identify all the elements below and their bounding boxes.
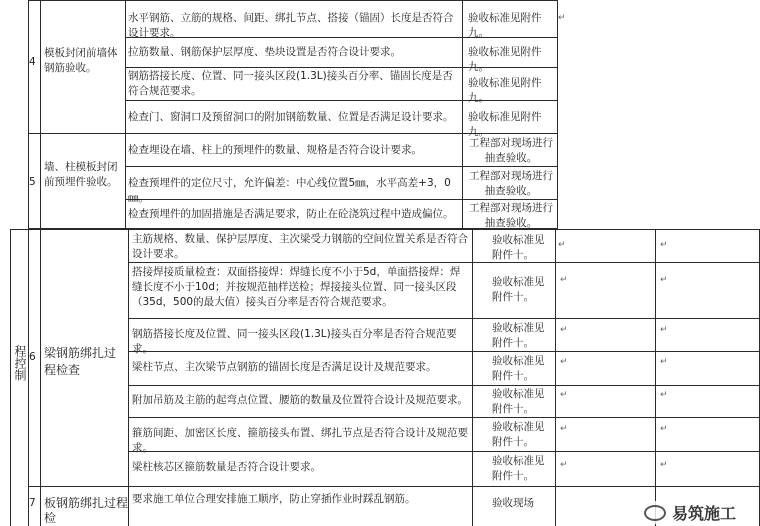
- check-text: 检查预埋件的定位尺寸，允许偏差：中心线位置5㎜，水平高差+3，0㎜。: [128, 177, 451, 204]
- return-mark-icon: ↵: [560, 460, 568, 470]
- return-mark-icon: ↵: [660, 275, 668, 285]
- standard-text: 验收标准见附件十。: [492, 388, 545, 415]
- row-number: 7: [29, 497, 36, 509]
- standard-text: 验收标准见附件九。: [468, 12, 542, 39]
- return-mark-icon: ↵: [560, 424, 568, 434]
- return-mark-icon: ↵: [660, 424, 668, 434]
- row-item: 墙、柱模板封闭前预埋件验收。: [44, 161, 118, 188]
- return-mark-icon: ↵: [560, 390, 568, 400]
- return-mark-icon: ↵: [660, 240, 668, 250]
- row-item: 模板封闭前墙体钢筋验收。: [44, 47, 118, 74]
- watermark-text: 易筑施工: [671, 504, 736, 523]
- standard-text: 验收标准见附件十。: [492, 276, 545, 303]
- check-text: 附加吊筋及主筋的起弯点位置、腰筋的数量及位置符合设计及规范要求。: [132, 394, 468, 406]
- return-mark-icon: ↵: [558, 13, 566, 23]
- watermark: [640, 501, 740, 524]
- standard-text: 验收标准见附件十。: [492, 322, 545, 349]
- row-number: 4: [29, 56, 36, 68]
- check-text: 钢筋搭接长度及位置、同一接头区段(1.3L)接头百分率是否符合规范要求。: [132, 328, 457, 355]
- check-text: 要求施工单位合理安排施工顺序，防止穿插作业时踩乱钢筋。: [132, 493, 416, 505]
- row-item: 梁钢筋绑扎过程检查: [44, 346, 117, 377]
- check-text: 水平钢筋、立筋的规格、间距、绑扎节点、搭接（锚固）长度是否符合设计要求。: [128, 12, 454, 39]
- row-number: 5: [29, 176, 36, 188]
- standard-text: 验收标准见附件十。: [492, 421, 545, 448]
- return-mark-icon: ↵: [558, 240, 566, 250]
- check-text: 检查门、窗洞口及预留洞口的附加钢筋数量、位置是否满足设计要求。: [128, 111, 454, 123]
- standard-text: 验收标准见附件十。: [492, 355, 545, 382]
- check-text: 检查埋设在墙、柱上的预埋件的数量、规格是否符合设计要求。: [128, 144, 422, 156]
- check-text: 搭接焊接质量检查：双面搭接焊：焊缝长度不小于5d，单面搭接焊：焊缝长度不小于10d；并按规范抽样送检；焊接接头位置、同一接头区段（35d，500的最大值）接头百分率是否符合规范要求。: [132, 266, 461, 308]
- standard-text: 工程部对现场进行抽查验收。: [469, 202, 553, 229]
- return-mark-icon: ↵: [660, 390, 668, 400]
- check-text: 检查预埋件的加固措施是否满足要求，防止在砼浇筑过程中造成偏位。: [128, 208, 454, 220]
- return-mark-icon: ↵: [660, 325, 668, 335]
- standard-text: 验收标准见附件九。: [468, 111, 542, 138]
- standard-text: 工程部对现场进行抽查验收。: [469, 170, 553, 197]
- standard-text: 验收标准见附件十。: [492, 234, 545, 261]
- return-mark-icon: ↵: [560, 275, 568, 285]
- check-text: 拉筋数量、钢筋保护层厚度、垫块设置是否符合设计要求。: [128, 46, 401, 58]
- check-text: 梁柱核芯区箍筋数量是否符合设计要求。: [132, 461, 321, 473]
- check-text: 梁柱节点、主次梁节点钢筋的锚固长度是否满足设计及规范要求。: [132, 361, 437, 373]
- standard-text: 验收标准见附件九。: [468, 77, 542, 104]
- return-mark-icon: ↵: [560, 325, 568, 335]
- check-text: 箍筋间距、加密区长度、箍筋接头布置、绑扎节点是否符合设计及规范要求。: [132, 427, 468, 454]
- row-number: 6: [29, 351, 36, 363]
- section-label: 程控制: [13, 345, 27, 381]
- wechat-icon: [644, 505, 666, 521]
- check-text: 钢筋搭接长度、位置、同一接头区段(1.3L)接头百分率、锚固长度是否符合规范要求。: [128, 70, 453, 97]
- return-mark-icon: ↵: [560, 357, 568, 367]
- return-mark-icon: ↵: [660, 357, 668, 367]
- return-mark-icon: ↵: [660, 460, 668, 470]
- row-item: 板钢筋绑扎过程检: [44, 496, 128, 525]
- standard-text: 验收标准见附件十。: [492, 455, 545, 482]
- standard-text: 验收现场: [492, 497, 534, 509]
- standard-text: 工程部对现场进行抽查验收。: [469, 137, 553, 164]
- standard-text: 验收标准见附件九。: [468, 46, 542, 73]
- check-text: 主筋规格、数量、保护层厚度、主次梁受力钢筋的空间位置关系是否符合设计要求。: [132, 233, 468, 260]
